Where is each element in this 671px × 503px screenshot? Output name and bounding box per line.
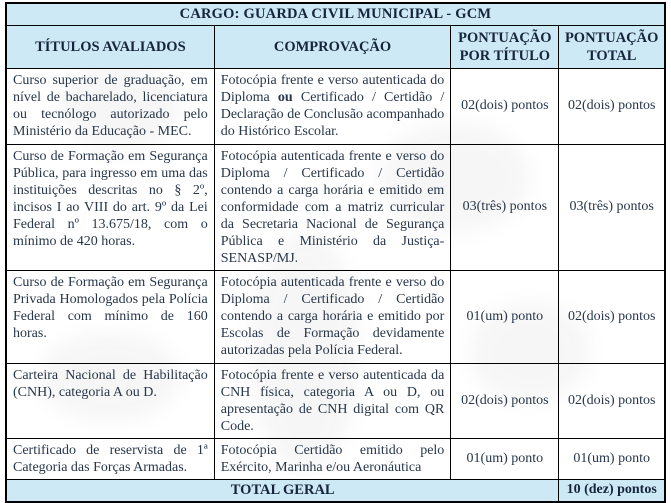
titulo-cell: Curso de Formação em Segurança Pública, para ingresso em uma das instituições descritas no § 2º, incisos I ao VIII do art. 9º da Lei Federal nº 13.675/18, com o mínimo de 420 horas.	[6, 144, 214, 271]
comprovacao-cell: Fotocópia frente e verso autenticada do Diploma ou Certificado / Certidão / Declaração de Conclusão acompanhado do Histórico Escolar.	[214, 69, 451, 144]
document-page	[0, 2, 671, 498]
comprovacao-cell: Fotocópia Certidão emitido pelo Exército, Marinha e/ou Aeronáutica	[214, 438, 451, 479]
titulo-cell: Curso superior de graduação, em nível de bacharelado, licenciatura ou tecnólogo autorizado pelo Ministério da Educação - MEC.	[6, 69, 214, 144]
column-header-pontuacao-por-titulo: PONTUAÇÃO POR TÍTULO	[451, 26, 559, 69]
pontuacao-por-titulo-cell: 02(dois) pontos	[451, 69, 559, 144]
table-body	[6, 69, 665, 480]
titulo-cell: Certificado de reservista de 1ª Categoria das Forças Armadas.	[6, 438, 214, 479]
table-row	[6, 271, 665, 363]
comprovacao-cell: Fotocópia autenticada frente e verso do Diploma / Certificado / Certidão contendo a carga horária e emitido em conformidade com a matriz curricular da Secretaria Nacional de Segurança Pública e Ministério da Justiça- SENASP/MJ.	[214, 144, 451, 271]
comprovacao-cell: Fotocópia frente e verso autenticada da CNH física, categoria A ou D, ou apresentação de CNH digital com QR Code.	[214, 363, 451, 438]
titulo-cell: Carteira Nacional de Habilitação (CNH), categoria A ou D.	[6, 363, 214, 438]
pontuacao-total-cell: 02(dois) pontos	[559, 69, 665, 144]
total-geral-label: TOTAL GERAL	[6, 479, 559, 502]
pontuacao-total-cell: 03(três) pontos	[559, 144, 665, 271]
column-header-titulos: TÍTULOS AVALIADOS	[6, 26, 214, 69]
column-header-pontuacao-total: PONTUAÇÃO TOTAL	[559, 26, 665, 69]
pontuacao-por-titulo-cell: 03(três) pontos	[451, 144, 559, 271]
table-row	[6, 69, 665, 144]
table-footer-row	[6, 479, 665, 502]
table-title-row	[6, 3, 665, 26]
table-row	[6, 438, 665, 479]
column-header-comprovacao: COMPROVAÇÃO	[214, 26, 451, 69]
pontuacao-por-titulo-cell: 01(um) ponto	[451, 271, 559, 363]
pontuacao-total-cell: 02(dois) pontos	[559, 271, 665, 363]
comprovacao-cell: Fotocópia autenticada frente e verso do Diploma / Certificado / Certidão contendo a carga horária e emitido por Escolas de Formação devidamente autorizadas pela Polícia Federal.	[214, 271, 451, 363]
table-row	[6, 363, 665, 438]
titles-evaluation-table	[5, 2, 666, 503]
table-title: CARGO: GUARDA CIVIL MUNICIPAL - GCM	[6, 3, 665, 26]
table-row	[6, 144, 665, 271]
total-geral-value: 10 (dez) pontos	[559, 479, 665, 502]
pontuacao-total-cell: 02(dois) pontos	[559, 363, 665, 438]
pontuacao-por-titulo-cell: 01(um) ponto	[451, 438, 559, 479]
table-header-row	[6, 26, 665, 69]
pontuacao-por-titulo-cell: 02(dois) pontos	[451, 363, 559, 438]
titulo-cell: Curso de Formação em Segurança Privada Homologados pela Polícia Federal com mínimo de 160 horas.	[6, 271, 214, 363]
pontuacao-total-cell: 01(um) ponto	[559, 438, 665, 479]
